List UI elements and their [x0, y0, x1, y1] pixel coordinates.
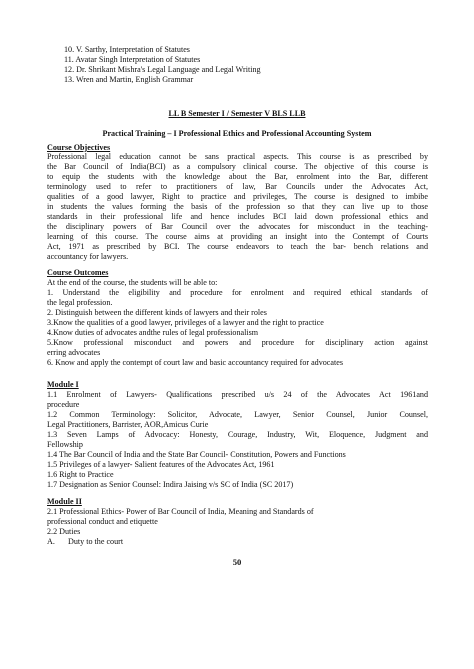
- paragraph-line: the disciplinary powers of Bar Council over the advocates for misconduct in the teaching-: [47, 222, 428, 231]
- outcome-line: the legal profession.: [47, 298, 113, 307]
- module-line: 1.3 Seven Lamps of Advocacy: Honesty, Courage, Industry, Wit, Eloquence, Judgment and: [47, 430, 428, 439]
- paragraph-line: the Bar Council of India(BCI) as a compulsory clinical course. The objective of this course is: [47, 162, 428, 171]
- module-line: Fellowship: [47, 440, 83, 449]
- duty-item-marker: A.: [47, 537, 55, 546]
- paragraph-line: Professional legal education cannot be sans practical aspects. This course is as prescribed by: [47, 152, 428, 161]
- module-line: procedure: [47, 400, 80, 409]
- paragraph-line: Act, 1971 as prescribed by BCI. The course endeavors to teach the bar- bench relations and: [47, 242, 428, 251]
- module-2-list: [47, 507, 428, 547]
- paragraph-line: learning of this course. The course aims at providing an insight into the Contempt of Courts: [47, 232, 428, 241]
- outcome-line: 5.Know professional misconduct and powers and procedure for disciplinary action against: [47, 338, 428, 347]
- module-line: 1.5 Privileges of a lawyer- Salient features of the Advocates Act, 1961: [47, 460, 275, 469]
- module-line: 1.1 Enrolment of Lawyers- Qualifications prescribed u/s 24 of the Advocates Act 1961and: [47, 390, 428, 399]
- reference-list: [64, 45, 261, 85]
- outcomes-list: [47, 278, 428, 368]
- module-line: 2.1 Professional Ethics- Power of Bar Council of India, Meaning and Standards of: [47, 507, 314, 516]
- paragraph-line: in students the values forming the basis of the profession so that they can live up to those: [47, 202, 428, 211]
- outcome-line: erring advocates: [47, 348, 101, 357]
- outcome-line: 6. Know and apply the contempt of court law and basic accountancy required for advocates: [47, 358, 343, 367]
- course-heading: LL B Semester I / Semester V BLS LLB: [168, 109, 306, 118]
- objectives-title: Course Objectives: [47, 143, 111, 152]
- paragraph-line: terminology used to refer to practitioners of law, Bar Councils under the Advocates Act,: [47, 182, 428, 191]
- paragraph-line: qualities of a good lawyer, Right to practice and privileges, The course is designed to imbibe: [47, 192, 428, 201]
- reference-item: 10. V. Sarthy, Interpretation of Statutes: [64, 45, 190, 54]
- paragraph-line: to equip the students with the knowledge about the Bar, enrolment into the Bar, different: [47, 172, 428, 181]
- paragraph-line: accountancy for lawyers.: [47, 252, 129, 261]
- module-line: Legal Practitioners, Barrister, AOR,Amicus Curie: [47, 420, 209, 429]
- page-number: 50: [232, 557, 242, 567]
- objectives-paragraph: [47, 152, 428, 262]
- module-line: professional conduct and etiquette: [47, 517, 158, 526]
- outcome-line: 2. Distinguish between the different kinds of lawyers and their roles: [47, 308, 267, 317]
- course-title: Practical Training – I Professional Ethics and Professional Accounting System: [102, 129, 372, 138]
- module-1-title: Module I: [47, 380, 79, 389]
- outcome-line: 3.Know the qualities of a good lawyer, privileges of a lawyer and the right to practice: [47, 318, 324, 327]
- outcomes-title: Course Outcomes: [47, 268, 109, 277]
- module-line: 1.2 Common Terminology: Solicitor, Advocate, Lawyer, Senior Counsel, Junior Counsel,: [47, 410, 428, 419]
- module-line: 1.7 Designation as Senior Counsel: Indira Jaising v/s SC of India (SC 2017): [47, 480, 294, 489]
- duty-item-label: Duty to the court: [68, 537, 124, 546]
- module-line: 1.6 Right to Practice: [47, 470, 114, 479]
- outcome-line: 1. Understand the eligibility and procedure for enrolment and required ethical standards of: [47, 288, 428, 297]
- outcome-line: At the end of the course, the students will be able to:: [47, 278, 218, 287]
- reference-item: 12. Dr. Shrikant Mishra's Legal Language and Legal Writing: [64, 65, 261, 74]
- module-line: 2.2 Duties: [47, 527, 81, 536]
- module-1-list: [47, 390, 428, 490]
- module-line: 1.4 The Bar Council of India and the State Bar Council- Constitution, Powers and Functions: [47, 450, 346, 459]
- module-2-title: Module II: [47, 497, 82, 506]
- duty-item: [47, 537, 428, 547]
- reference-item: 13. Wren and Martin, English Grammar: [64, 75, 194, 84]
- paragraph-line: standards in their professional life and hence includes BCI laid down professional ethics and: [47, 212, 428, 221]
- outcome-line: 4.Know duties of advocates andthe rules of legal professionalism: [47, 328, 259, 337]
- reference-item: 11. Avatar Singh Interpretation of Statutes: [64, 55, 201, 64]
